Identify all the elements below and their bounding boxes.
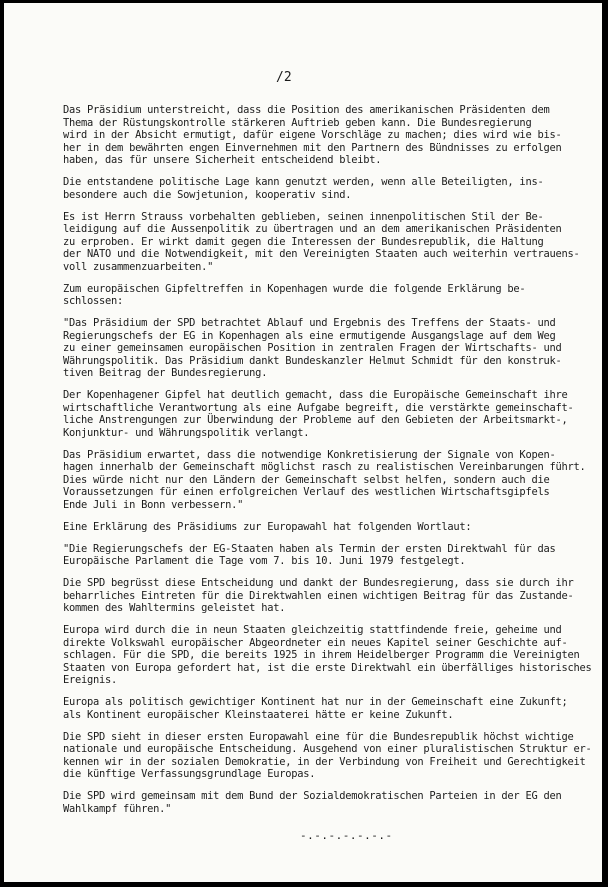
text-line: Konjunktur- und Währungspolitik verlangt. [63, 426, 310, 439]
text-line: schlossen: [63, 295, 124, 307]
text-line: zu einer gemeinsamen europäischen Position in zentralen Fragen der Wirtschafts- und [63, 342, 562, 354]
text-line: Dies würde nicht nur den Ländern der Gemeinschaft selbst helfen, sondern auch die [63, 473, 550, 486]
text-line: leidigung auf die Aussenpolitik zu übertragen und an dem amerikanischen Präsidenten [63, 223, 562, 235]
paragraph [63, 543, 573, 568]
paragraph [63, 624, 592, 687]
paragraph [63, 389, 573, 439]
text-line: Das Präsidium erwartet, dass die notwendige Konkretisierung der Signale von Kopen- [63, 448, 556, 461]
text-line: tiven Beitrag der Bundesregierung. [63, 367, 268, 379]
text-line: als Kontinent europäischer Kleinstaaterei hätte er keine Zukunft. [63, 708, 454, 721]
end-mark: -.-.-.-.-.-.- [300, 829, 393, 842]
text-line: Es ist Herrn Strauss vorbehalten geblieben, seinen innenpolitischen Stil der Be- [63, 210, 544, 223]
text-line: Europa wird durch die in neun Staaten gleichzeitig stattfindende freie, geheime und [63, 624, 562, 636]
text-line: Die entstandene politische Lage kann genutzt werden, wenn alle Beteiligten, ins- [63, 176, 544, 188]
text-line: "Das Präsidium der SPD betrachtet Ablauf und Ergebnis des Treffens der Staats- und [63, 317, 556, 329]
text-line: Regierungschefs der EG in Kopenhagen als eine ermutigende Ausgangslage auf dem Weg [63, 329, 556, 342]
text-line: nationale und europäische Entscheidung. Ausgehend von einer pluralistischen Struktur er- [63, 743, 592, 755]
paragraph [63, 577, 573, 615]
text-line: haben, das für unsere Sicherheit entscheidend bleibt. [63, 154, 382, 166]
text-line: zu erproben. Er wirkt damit gegen die Interessen der Bundesrepublik, die Haltung [63, 235, 544, 248]
document-body [63, 104, 592, 825]
paragraph [63, 176, 573, 201]
text-line: Europäische Parlament die Tage vom 7. bis 10. Juni 1979 festgelegt. [63, 555, 466, 567]
text-line: Europa als politisch gewichtiger Kontinent hat nur in der Gemeinschaft eine Zukunft; [63, 696, 568, 708]
text-line: Eine Erklärung des Präsidiums zur Europawahl hat folgenden Wortlaut: [63, 520, 472, 533]
paragraph [63, 317, 573, 380]
text-line: voll zusammenzuarbeiten." [63, 260, 214, 273]
text-line: besondere auch die Sowjetunion, kooperativ sind. [63, 188, 352, 201]
text-line: direkte Volkswahl europäischer Abgeordneter ein neues Kapitel seiner Geschichte auf- [63, 636, 568, 649]
paragraph [63, 696, 573, 721]
paragraph [63, 448, 586, 512]
text-line: Zum europäischen Gipfeltreffen in Kopenhagen wurde die folgende Erklärung be- [63, 282, 526, 295]
paragraph [63, 730, 592, 781]
text-line: Ereignis. [63, 674, 118, 686]
text-line: Das Präsidium unterstreicht, dass die Position des amerikanischen Präsidenten dem [63, 104, 550, 116]
text-line: hagen innerhalb der Gemeinschaft möglichst rasch zu realistischen Vereinbarungen führt. [63, 461, 586, 473]
text-line: Der Kopenhagener Gipfel hat deutlich gemacht, dass die Europäische Gemeinschaft ihre [63, 389, 568, 401]
text-line: Die SPD begrüsst diese Entscheidung und dankt der Bundesregierung, dass sie durch ihr [63, 577, 574, 589]
paragraph [63, 790, 573, 815]
text-line: liche Anstrengungen zur Überwindung der Probleme auf den Gebieten der Arbeitsmarkt-, [63, 414, 568, 426]
paragraph [63, 283, 573, 308]
text-line: Währungspolitik. Das Präsidium dankt Bundeskanzler Helmut Schmidt für den konstruk- [63, 354, 562, 367]
text-line: her in dem bewährten engen Einvernehmen mit den Partnern des Bündnisses zu erfolgen [63, 141, 562, 154]
text-line: Die SPD wird gemeinsam mit dem Bund der Sozialdemokratischen Parteien in der EG den [63, 790, 562, 802]
text-line: schlagen. Für die SPD, die bereits 1925 in ihrem Heidelberger Programm die Vereinigten [63, 649, 580, 661]
paragraph [63, 104, 573, 167]
text-line: Staaten von Europa gefordert hat, ist die erste Direktwahl ein überfälliges historisches [63, 661, 592, 674]
text-line: Thema der Rüstungskontrolle stärkeren Auftrieb geben kann. Die Bundesregierung [63, 116, 532, 129]
text-line: wirtschaftliche Verantwortung als eine Aufgabe begreift, die verstärkte gemeinschaft- [63, 401, 574, 414]
paragraph [63, 521, 573, 534]
text-line: wird in der Absicht ermutigt, dafür eigene Vorschläge zu machen; dies wird wie bis- [63, 129, 562, 141]
text-line: "Die Regierungschefs der EG-Staaten haben als Termin der ersten Direktwahl für das [63, 542, 556, 555]
text-line: kommen des Wahltermins geleistet hat. [63, 602, 286, 614]
text-line: die künftige Verfassungsgrundlage Europas. [63, 768, 316, 780]
text-line: beharrliches Eintreten für die Direktwahlen einen wichtigen Beitrag für das Zustande- [63, 589, 574, 602]
document-page [4, 3, 602, 882]
text-line: der NATO und die Notwendigkeit, mit den Vereinigten Staaten auch weiterhin vertrauens- [63, 248, 580, 260]
text-line: kennen wir in der sozialen Demokratie, in der Verbindung von Freiheit und Gerechtigkeit [63, 755, 586, 768]
page-number: /2 [276, 70, 292, 85]
text-line: Voraussetzungen für einen erfolgreichen Verlauf des westlichen Wirtschaftsgipfels [63, 486, 550, 498]
text-line: Die SPD sieht in dieser ersten Europawahl eine für die Bundesrepublik höchst wichtige [63, 730, 574, 743]
text-line: Wahlkampf führen." [63, 802, 172, 815]
paragraph [63, 210, 580, 274]
text-line: Ende Juli in Bonn verbessern." [63, 498, 244, 511]
